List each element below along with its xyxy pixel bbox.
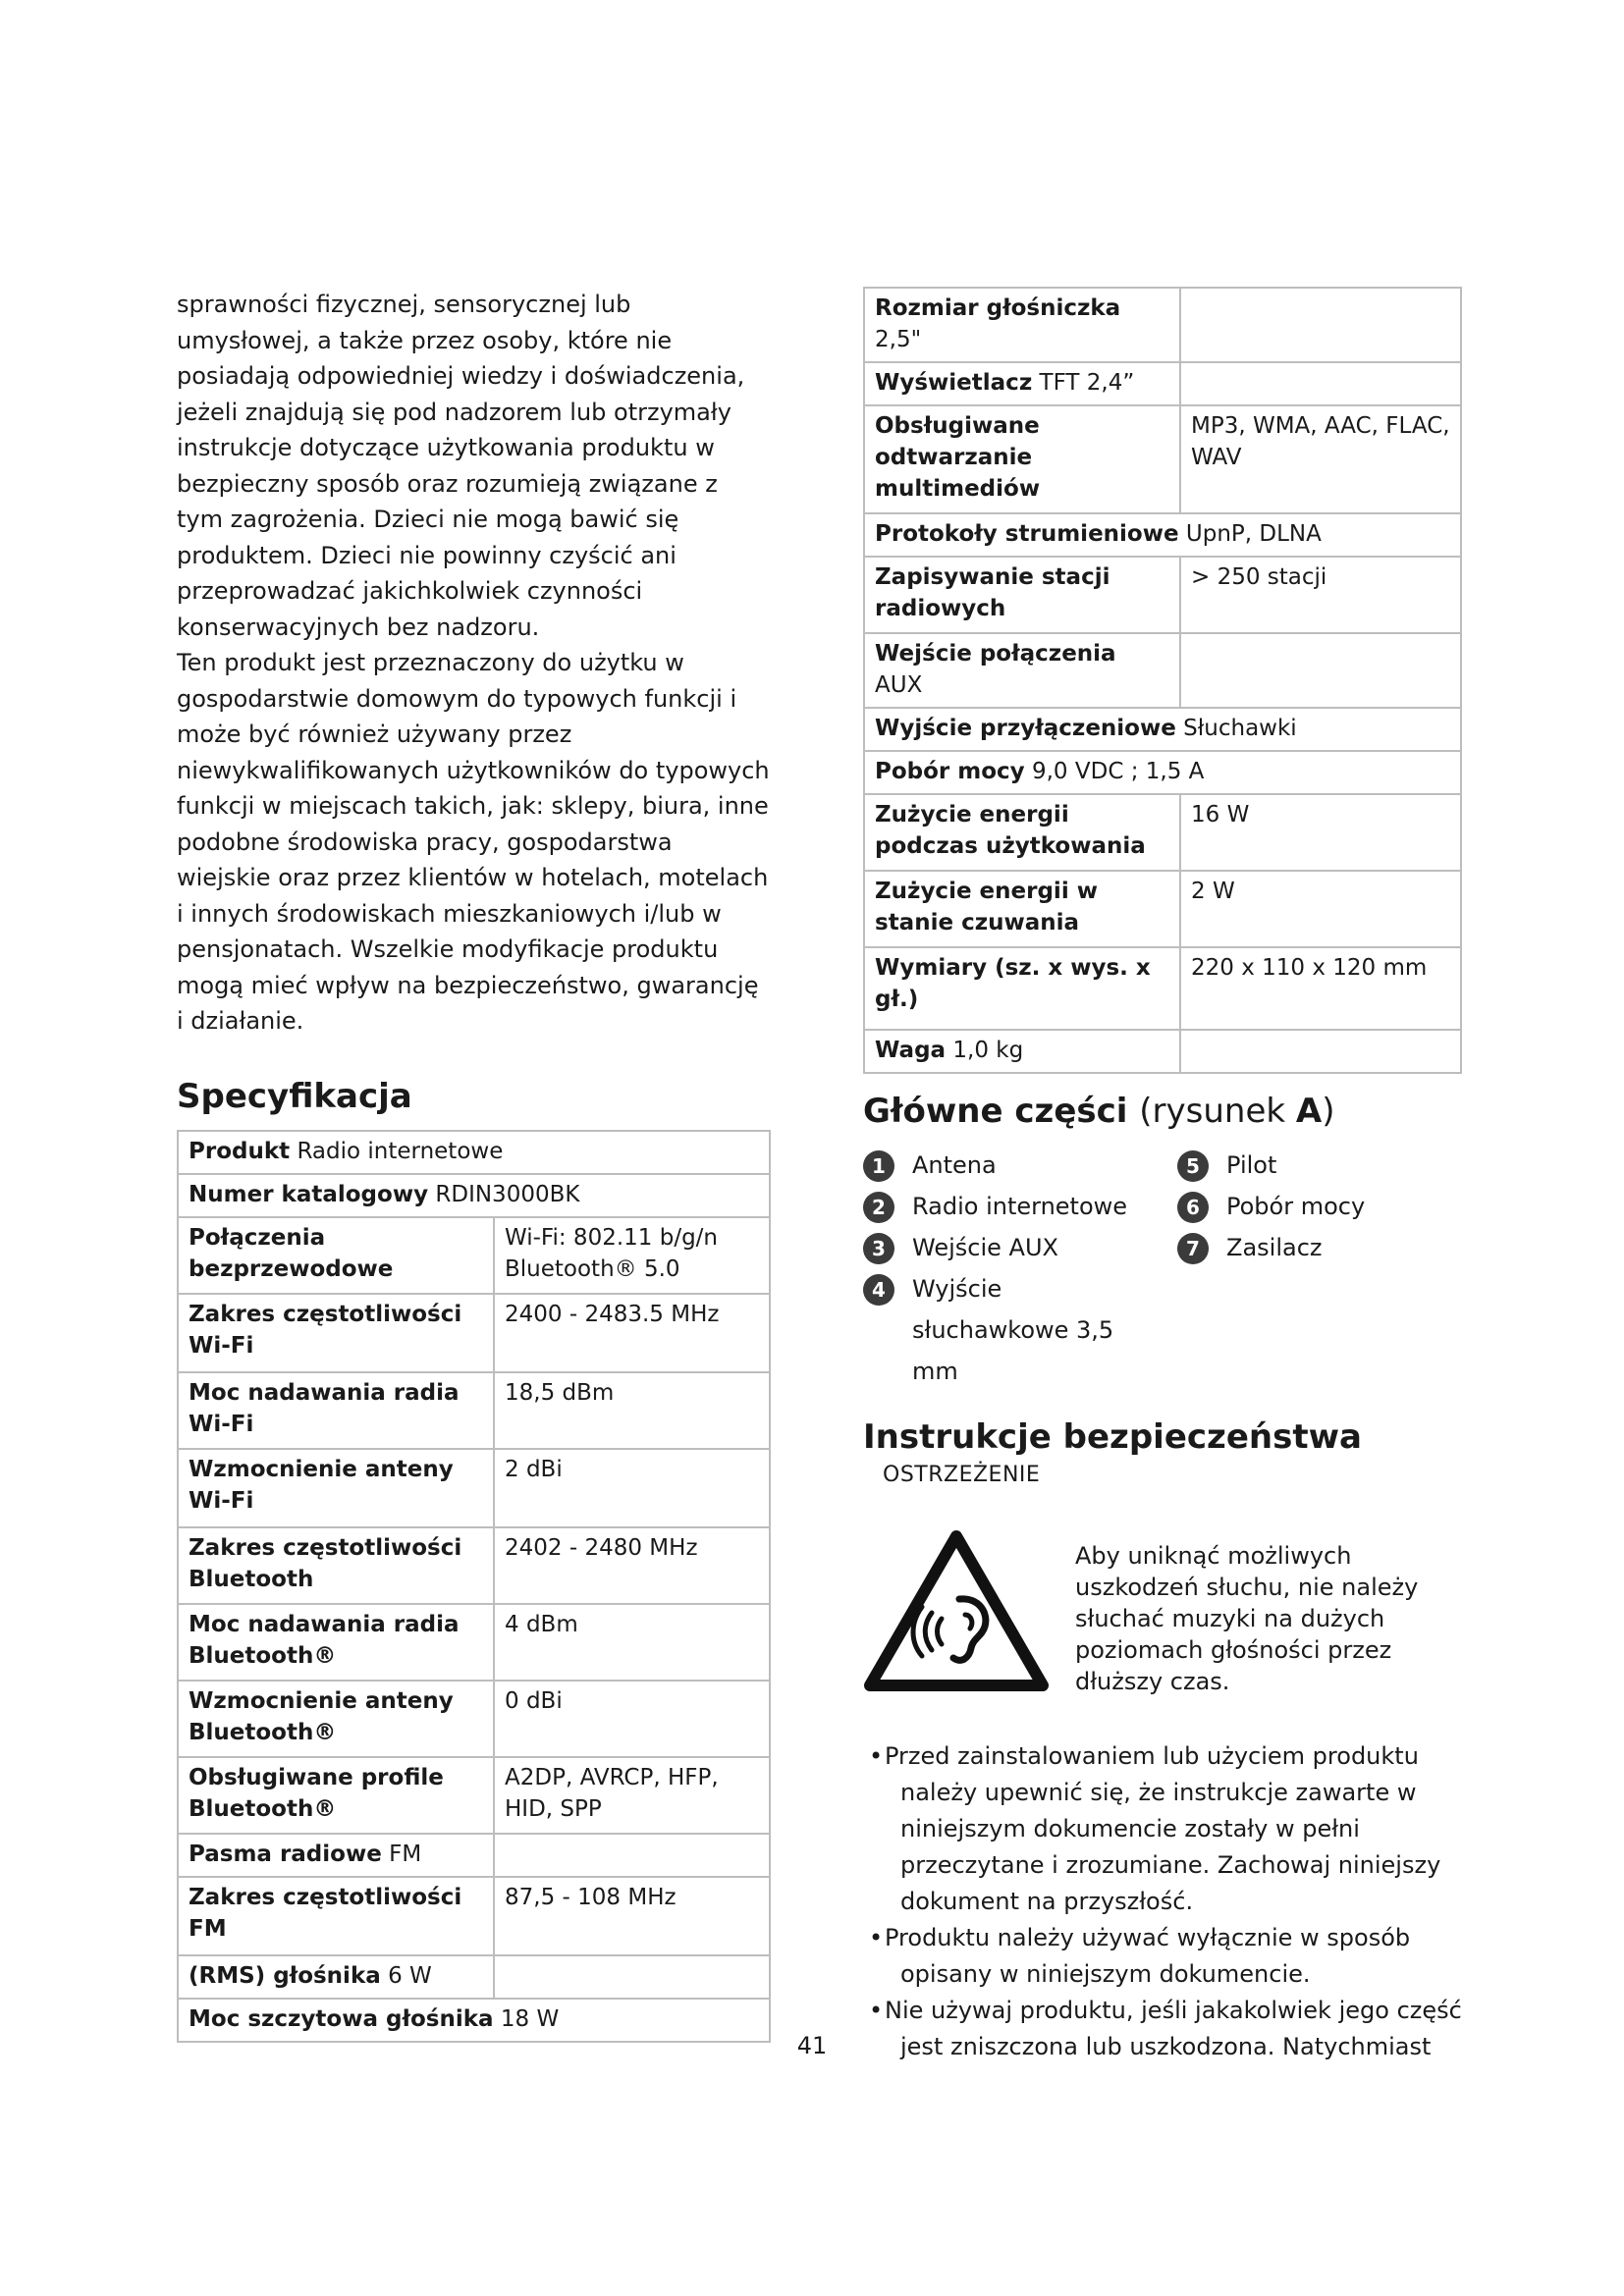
list-item: • Produktu należy używać wyłącznie w sposób opisany w niniejszym dokumencie. bbox=[869, 1924, 1411, 1988]
table-row: Wyświetlacz TFT 2,4” bbox=[864, 362, 1461, 405]
table-row: Moc nadawania radia Bluetooth® 4 dBm bbox=[178, 1604, 770, 1681]
left-column bbox=[177, 287, 771, 2043]
table-row: Moc szczytowa głośnika 18 W bbox=[178, 1999, 770, 2042]
list-item: 2 Radio internetowe bbox=[863, 1186, 1177, 1227]
table-row: Numer katalogowy RDIN3000BK bbox=[178, 1174, 770, 1217]
number-4-icon: 4 bbox=[863, 1274, 894, 1306]
table-row: Połączenia bezprzewodowe Wi-Fi: 802.11 b/g/n Bluetooth® 5.0 bbox=[178, 1217, 770, 1294]
table-row: Zakres częstotliwości Wi-Fi 2400 - 2483.5 MHz bbox=[178, 1294, 770, 1372]
table-row: Zakres częstotliwości FM 87,5 - 108 MHz bbox=[178, 1877, 770, 1955]
hearing-warning-icon bbox=[863, 1528, 1050, 1695]
list-item: 6 Pobór mocy bbox=[1177, 1186, 1365, 1227]
table-row: Moc nadawania radia Wi-Fi 18,5 dBm bbox=[178, 1372, 770, 1449]
usage-paragraph: Ten produkt jest przeznaczony do użytku w gospodarstwie domowym do typowych funkcji i może być również używany przez niewykwalifikowanych użytkowników do typowych funkcji w miejscach takich, jak: sklepy, biura, inne podobne środowiska pracy, gospodarstwa wiejskie oraz przez klientów w hotelach, motelach i innych środowiskach mieszkaniowych i/lub w pensjonatach. Wszelkie modyfikacje produktu mogą mieć wpływ na bezpieczeństwo, gwarancję i działanie. bbox=[177, 649, 770, 1035]
table-row: Obsługiwane profile Bluetooth® A2DP, AVRCP, HFP, HID, SPP bbox=[178, 1757, 770, 1834]
table-row: Zużycie energii podczas użytkowania 16 W bbox=[864, 794, 1461, 871]
right-column bbox=[863, 287, 1462, 2065]
list-item: 5 Pilot bbox=[1177, 1145, 1365, 1186]
table-row: Zużycie energii w stanie czuwania 2 W bbox=[864, 871, 1461, 947]
number-1-icon: 1 bbox=[863, 1150, 894, 1182]
list-item: 1 Antena bbox=[863, 1145, 1177, 1186]
specification-heading: Specyfikacja bbox=[177, 1076, 412, 1116]
number-6-icon: 6 bbox=[1177, 1192, 1209, 1223]
intro-paragraph: sprawności fizycznej, sensorycznej lub umysłowej, a także przez osoby, które nie posiadają odpowiedniej wiedzy i doświadczenia, jeżeli znajdują się pod nadzorem lub otrzymały instrukcje dotyczące użytkowania produktu w bezpieczny sposób oraz rozumieją związane z tym zagrożenia. Dzieci nie mogą bawić się produktem. Dzieci nie powinny czyścić ani przeprowadzać jakichkolwiek czynności konserwacyjnych bez nadzoru. bbox=[177, 291, 745, 641]
safety-bullets bbox=[863, 1738, 1462, 2065]
parts-list bbox=[863, 1145, 1462, 1392]
table-row: Protokoły strumieniowe UpnP, DLNA bbox=[864, 513, 1461, 557]
warning-text: Aby uniknąć możliwych uszkodzeń słuchu, nie należy słuchać muzyki na dużych poziomach głośności przez dłuższy czas. bbox=[1075, 1542, 1419, 1695]
table-row: (RMS) głośnika 6 W bbox=[178, 1955, 770, 1999]
spec-table-right bbox=[863, 287, 1462, 1074]
page-number: 41 bbox=[796, 2032, 828, 2059]
spec-table-left bbox=[177, 1130, 771, 2043]
list-item: 4 Wyjście słuchawkowe 3,5 mm bbox=[863, 1268, 1128, 1392]
number-3-icon: 3 bbox=[863, 1233, 894, 1264]
table-row: Zapisywanie stacji radiowych > 250 stacji bbox=[864, 557, 1461, 633]
table-row: Produkt Radio internetowe bbox=[178, 1131, 770, 1174]
table-row: Wyjście przyłączeniowe Słuchawki bbox=[864, 708, 1461, 751]
table-row: Zakres częstotliwości Bluetooth 2402 - 2480 MHz bbox=[178, 1527, 770, 1604]
list-item: 7 Zasilacz bbox=[1177, 1227, 1365, 1268]
table-row: Rozmiar głośniczka 2,5" bbox=[864, 288, 1461, 362]
table-row: Wzmocnienie anteny Bluetooth® 0 dBi bbox=[178, 1681, 770, 1757]
table-row: Pobór mocy 9,0 VDC ; 1,5 A bbox=[864, 751, 1461, 794]
number-5-icon: 5 bbox=[1177, 1150, 1209, 1182]
table-row: Waga 1,0 kg bbox=[864, 1030, 1461, 1073]
main-parts-heading: Główne części (rysunek A) bbox=[863, 1092, 1335, 1131]
hearing-warning bbox=[863, 1528, 1462, 1697]
number-7-icon: 7 bbox=[1177, 1233, 1209, 1264]
table-row: Obsługiwane odtwarzanie multimediów MP3, WMA, AAC, FLAC, WAV bbox=[864, 405, 1461, 513]
list-item: • Przed zainstalowaniem lub użyciem produktu należy upewnić się, że instrukcje zawarte w niniejszym dokumencie zostały w pełni przeczytane i zrozumiane. Zachowaj niniejszy dokument na przyszłość. bbox=[869, 1742, 1441, 1915]
table-row: Wzmocnienie anteny Wi-Fi 2 dBi bbox=[178, 1449, 770, 1527]
list-item: • Nie używaj produktu, jeśli jakakolwiek jego część jest zniszczona lub uszkodzona. Natychmiast bbox=[869, 1997, 1462, 2060]
table-row: Wejście połączenia AUX bbox=[864, 633, 1461, 708]
warning-label: OSTRZEŻENIE bbox=[883, 1463, 1041, 1487]
table-row: Wymiary (sz. x wys. x gł.) 220 x 110 x 120 mm bbox=[864, 947, 1461, 1030]
safety-heading: Instrukcje bezpieczeństwa bbox=[863, 1417, 1362, 1457]
table-row: Pasma radiowe FM bbox=[178, 1834, 770, 1877]
number-2-icon: 2 bbox=[863, 1192, 894, 1223]
list-item: 3 Wejście AUX bbox=[863, 1227, 1177, 1268]
